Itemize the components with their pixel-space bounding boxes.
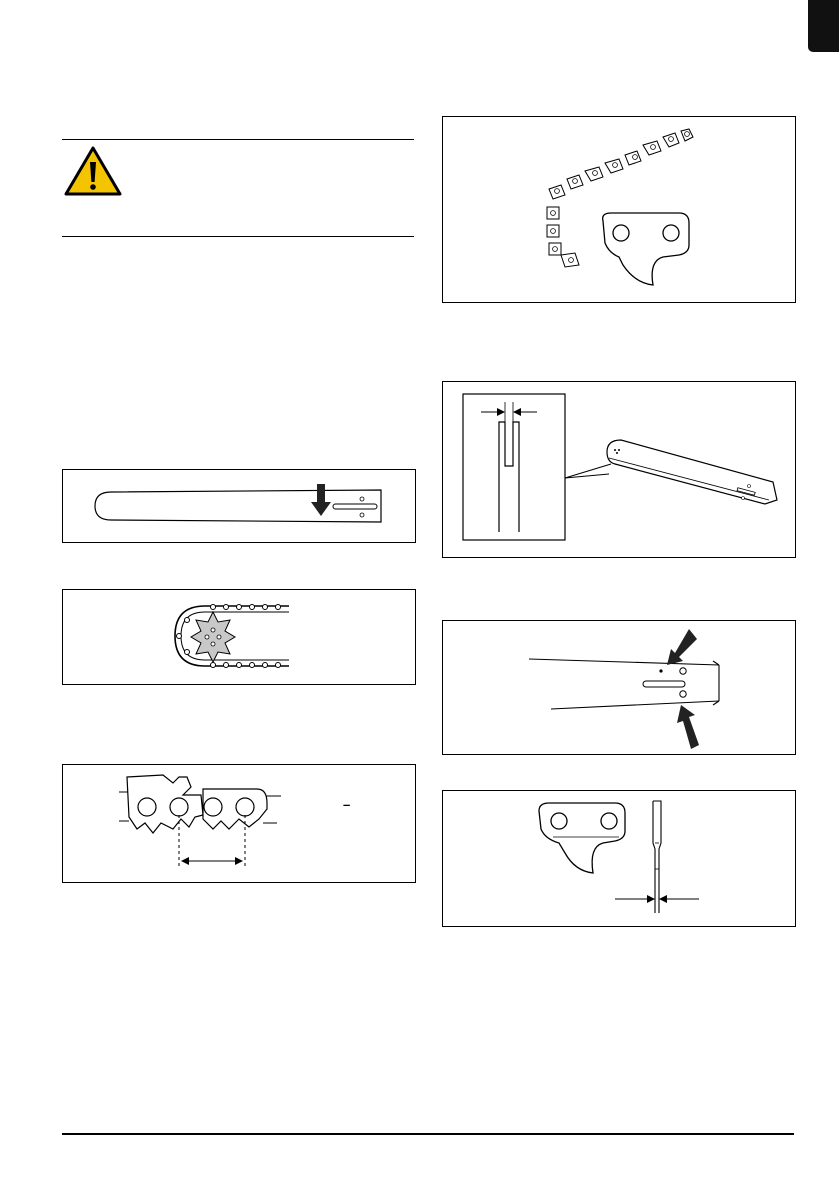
bar-groove-gauge-icon xyxy=(443,382,795,557)
bar-nose-holes-figure xyxy=(442,620,796,755)
bar-marking-figure xyxy=(62,469,416,543)
footer-rule xyxy=(62,1133,794,1135)
bar-lubrication-holes-icon xyxy=(443,621,795,754)
drive-link-thickness-icon xyxy=(443,791,795,926)
chain-sprocket-icon xyxy=(63,590,415,684)
saw-chain-drive-link-icon xyxy=(443,117,795,302)
pitch-mark: – xyxy=(343,797,351,812)
bar-groove-width-figure xyxy=(442,381,796,558)
chain-pitch-icon xyxy=(63,765,415,882)
chain-pitch-figure xyxy=(62,764,416,883)
warning-triangle-icon xyxy=(62,144,124,198)
chain-on-sprocket-figure xyxy=(62,589,416,685)
warning-top-rule xyxy=(62,139,414,140)
drive-link-gauge-figure xyxy=(442,790,796,927)
warning-text xyxy=(135,150,410,220)
guide-bar-arrow-icon xyxy=(63,470,415,542)
page-edge-tab xyxy=(808,0,839,52)
saw-chain-figure xyxy=(442,116,796,303)
warning-bottom-rule xyxy=(62,236,414,237)
